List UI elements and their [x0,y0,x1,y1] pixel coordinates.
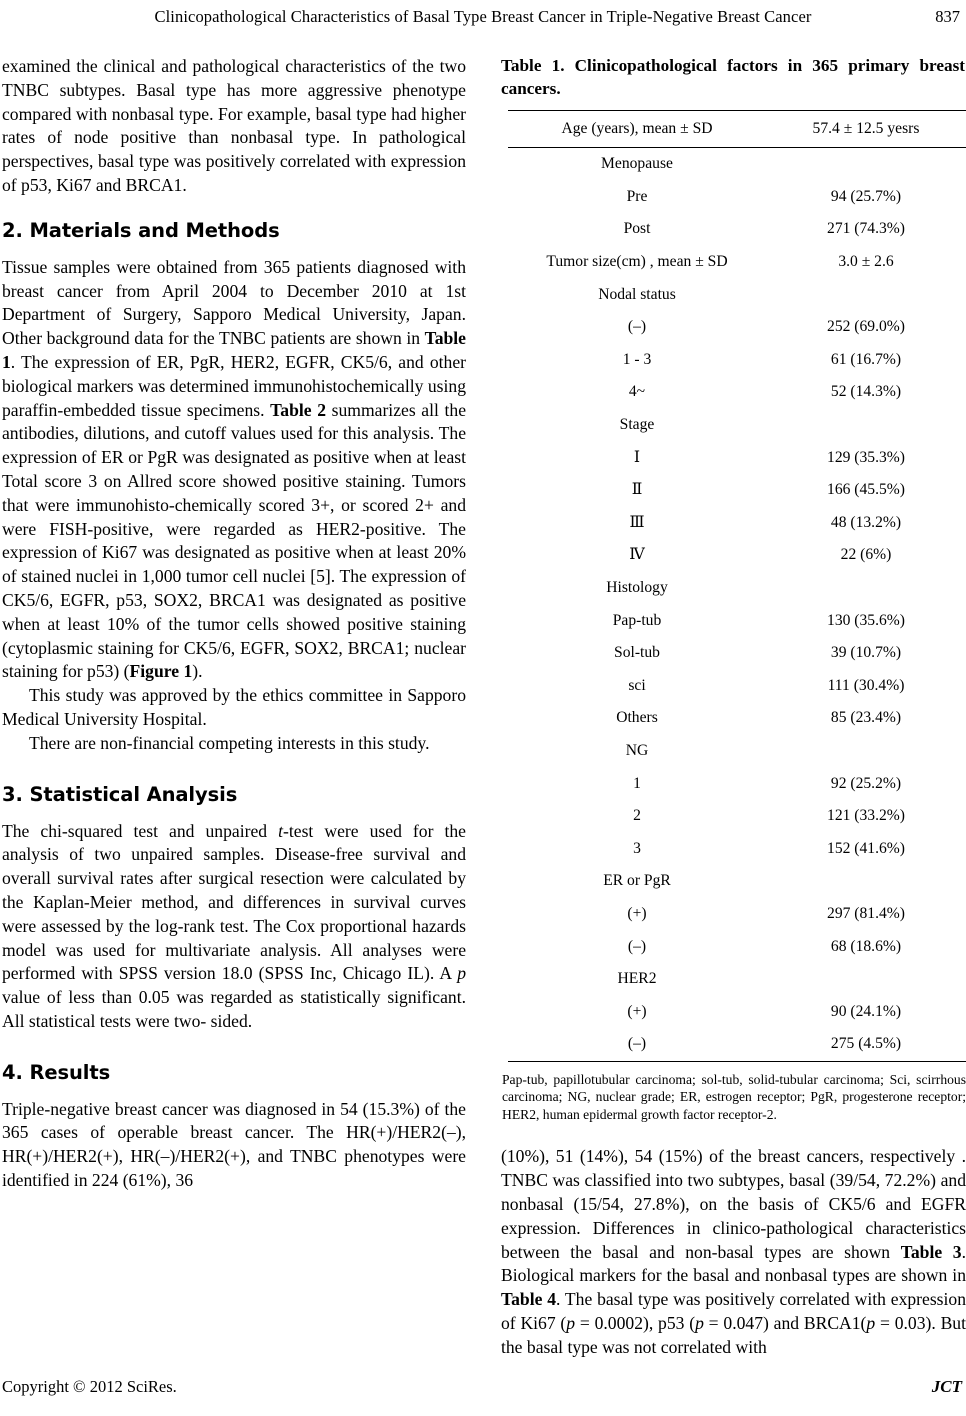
row-value [766,735,966,768]
row-label: Pre [626,187,648,205]
table-row [508,800,966,833]
table-row [508,865,966,898]
row-value: 297 (81.4%) [827,904,905,922]
left-column [2,55,466,1193]
table-header-row [508,111,966,148]
row-label: sci [628,676,646,694]
table-row [508,963,966,996]
row-value [766,278,966,311]
row-value: 111 (30.4%) [827,676,905,694]
row-label: 3 [633,839,641,857]
row-value: 92 (25.2%) [830,774,902,792]
paragraph-methods-1 [2,256,466,684]
results-text-a: (10%), 51 (14%), 54 (15%) of the breast cancers, respectively . TNBC was classified into two subtypes, basal (39/54, 72.2%) and nonbasal (15/54, 27.8%), on the basis of CK5/6 and EGFR expression. Differences in clinico-pathological characteristics between the basal and non-basal types are shown [501,1146,966,1262]
row-value [766,409,966,442]
row-value: 271 (74.3%) [827,220,905,238]
table-row [508,507,966,540]
reference-table-2: Table 2 [270,399,326,420]
table-row [508,409,966,442]
results-text-f: = 0.03). But the basal type was not correlated with [501,1312,966,1357]
row-label: (–) [627,318,647,336]
journal-abbreviation: JCT [931,1377,962,1396]
row-value: 129 (35.3%) [827,448,905,466]
table-row [508,148,966,181]
reference-table-3: Table 3 [900,1241,962,1262]
row-label: (–) [508,1028,766,1061]
methods-text-b: . The expression of ER, PgR, HER2, EGFR, CK5/6, and other biological markers was determined immunohistochemically using paraffin-embedded tissue specimens. [2,351,466,420]
table-row [508,637,966,670]
row-value: 90 (24.1%) [830,1002,902,1020]
body-columns [0,55,966,1357]
row-value: 61 (16.7%) [830,350,902,368]
row-value [766,865,966,898]
table-row [508,344,966,377]
table-row [508,670,966,703]
table-row [508,539,966,572]
reference-table-4: Table 4 [501,1289,557,1310]
stats-text-b: -test were used for the analysis of two unpaired samples. Disease-free survival and overall survival rates after surgical resection were calculated by the Kaplan-Meier method, and differences in survival curves were assessed by the log-rank test. The Cox proportional hazards model was used for multivariate analysis. All analyses were performed with SPSS version 18.0 (SPSS Inc, Chicago IL). A [2,820,466,984]
reference-figure-1: Figure 1 [129,661,193,682]
row-label: Post [623,220,651,238]
paragraph-methods-3: There are non-financial competing interests in this study. [29,732,430,753]
row-value: 39 (10.7%) [830,644,902,662]
results-text-d: = 0.0002), p53 ( [575,1312,696,1333]
running-title: Clinicopathological Characteristics of Basal Type Breast Cancer in Triple-Negative Breast Cancer [154,7,812,26]
row-label: Ⅳ [629,546,645,564]
row-value: 52 (14.3%) [830,383,902,401]
italic-t: t [278,820,284,841]
row-value [766,963,966,996]
stats-text-c: value of less than 0.05 was regarded as statistically significant. All statistical tests were two- sided. [2,987,466,1031]
table-row [508,930,966,963]
row-label: (+) [627,904,647,922]
row-label: Pap-tub [612,611,662,629]
row-value: 94 (25.7%) [830,187,902,205]
italic-p-3: p [866,1312,876,1333]
row-value: 22 (6%) [840,546,892,564]
paragraph-statistics [2,820,466,1034]
paragraph-methods-2: This study was approved by the ethics committee in Sapporo Medical University Hospital. [2,685,466,729]
row-label: Stage [619,416,655,434]
row-value: 48 (13.2%) [830,513,902,531]
row-value: 166 (45.5%) [827,481,905,499]
reference-table-1: Table 1 [2,328,466,372]
row-label: Ⅲ [629,513,645,531]
table-row [508,181,966,214]
row-value: 252 (69.0%) [827,318,905,336]
row-value: 3.0 ± 2.6 [838,253,894,271]
table-row [508,278,966,311]
row-value: 275 (4.5%) [766,1028,966,1061]
row-label: 4~ [628,383,646,401]
row-label: Tumor size(cm) , mean ± SD [546,253,728,271]
table-1-footnotes: Pap-tub, papillotubular carcinoma; sol-tub, solid-tubular carcinoma; Sci, scirrhous carcinoma; NG, nuclear grade; ER, estrogen receptor; PgR, progesterone receptor; HER2, human epidermal growth factor receptor-2. [502,1071,966,1122]
row-value: 68 (18.6%) [830,937,902,955]
methods-text-a: Tissue samples were obtained from 365 patients diagnosed with breast cancer from April 2004 to December 2010 at 1st Department of Surgery, Sapporo Medical University, Japan. Other background data for the TNBC patients are shown in [2,256,466,349]
row-label: Others [616,709,658,727]
table-row [508,376,966,409]
row-value: 85 (23.4%) [830,709,902,727]
results-text-b: . Biological markers for the basal and nonbasal types are shown in [501,1241,966,1286]
row-label: Menopause [601,155,673,173]
table-row [508,213,966,246]
table-row [508,898,966,931]
stats-text-a: The chi-squared test and unpaired [2,820,279,841]
page-footer [0,1376,966,1400]
table-1-body [508,111,966,1062]
heading-results: 4. Results [2,1060,111,1084]
row-label: Histology [606,579,668,597]
copyright-notice: Copyright © 2012 SciRes. [2,1377,177,1396]
heading-statistical-analysis: 3. Statistical Analysis [2,782,238,806]
results-text-c: . The basal type was positively correlated with expression of Ki67 ( [501,1289,966,1333]
table-1 [508,110,966,1062]
methods-text-d: ). [192,661,203,682]
results-text-e: = 0.047) and BRCA1( [703,1312,867,1333]
row-label: Nodal status [598,285,676,303]
row-label: 1 - 3 [622,350,652,368]
row-value [766,572,966,605]
row-label: ER or PgR [603,872,671,890]
table-row [508,441,966,474]
table-row [508,832,966,865]
row-label: NG [625,741,649,759]
paragraph-results-1: Triple-negative breast cancer was diagnosed in 54 (15.3%) of the 365 cases of operable breast cancer. The HR(+)/HER2(–), HR(+)/HER2(+), HR(–)/HER2(+), and TNBC phenotypes were identified in 224 (61%), 36 [2,1098,466,1191]
methods-text-c: summarizes all the antibodies, dilutions, and cutoff values used for this analysis. The expression of ER or PgR was designated as positive when at least Total score 3 on Allred score showed positive staining. Tumors that were immunohisto-chemically scored 3+, or scored 2+ and were FISH-positive, were regarded as HER2-positive. The expression of Ki67 was designated as positive when at least 20% of stained nuclei in 1,000 tumor cell nuclei [5]. The expression of CK5/6, EGFR, p53, SOX2, BRCA1 was designated as positive when at least 10% of the tumor cells showed positive staining (cytoplasmic staining for CK5/6, EGFR, SOX2, BRCA1; nuclear staining for p53) ( [2,399,466,682]
row-label: (+) [627,1002,647,1020]
right-column [501,55,966,1360]
table-row [508,604,966,637]
page-number: 837 [935,7,960,26]
paragraph-results-continued [501,1145,966,1359]
row-value: 121 (33.2%) [827,807,905,825]
table-row [508,474,966,507]
italic-p-2: p [695,1312,704,1333]
table-row [508,995,966,1028]
row-value [766,148,966,181]
italic-p-1: p [566,1312,576,1333]
table-row [508,702,966,735]
table-row [508,1028,966,1061]
row-label: 2 [633,807,641,825]
row-label: Ⅱ [631,481,643,499]
row-label: Sol-tub [614,644,660,662]
italic-p: p [457,963,466,984]
table-row [508,735,966,768]
paragraph-continued: examined the clinical and pathological characteristics of the two TNBC subtypes. Basal type has more aggressive phenotype compared with nonbasal type. For example, basal type had higher rates of node positive than nonbasal type. In pathological perspectives, basal type was positively correlated with expression of p53, Ki67 and BRCA1. [2,56,466,195]
row-value: 152 (41.6%) [827,839,905,857]
page-header [0,0,966,34]
table-row [508,246,966,279]
table-header-value: 57.4 ± 12.5 yesrs [766,111,966,148]
row-label: HER2 [617,970,657,988]
row-value: 130 (35.6%) [827,611,905,629]
table-1-caption: Table 1. Clinicopathological factors in 365 primary breast cancers. [501,56,965,98]
table-row [508,572,966,605]
row-label: (–) [627,937,647,955]
table-row [508,311,966,344]
table-row [508,767,966,800]
heading-materials-and-methods: 2. Materials and Methods [2,218,280,242]
table-header-label: Age (years), mean ± SD [508,111,766,148]
row-label: 1 [633,774,641,792]
row-label: Ⅰ [633,448,641,466]
